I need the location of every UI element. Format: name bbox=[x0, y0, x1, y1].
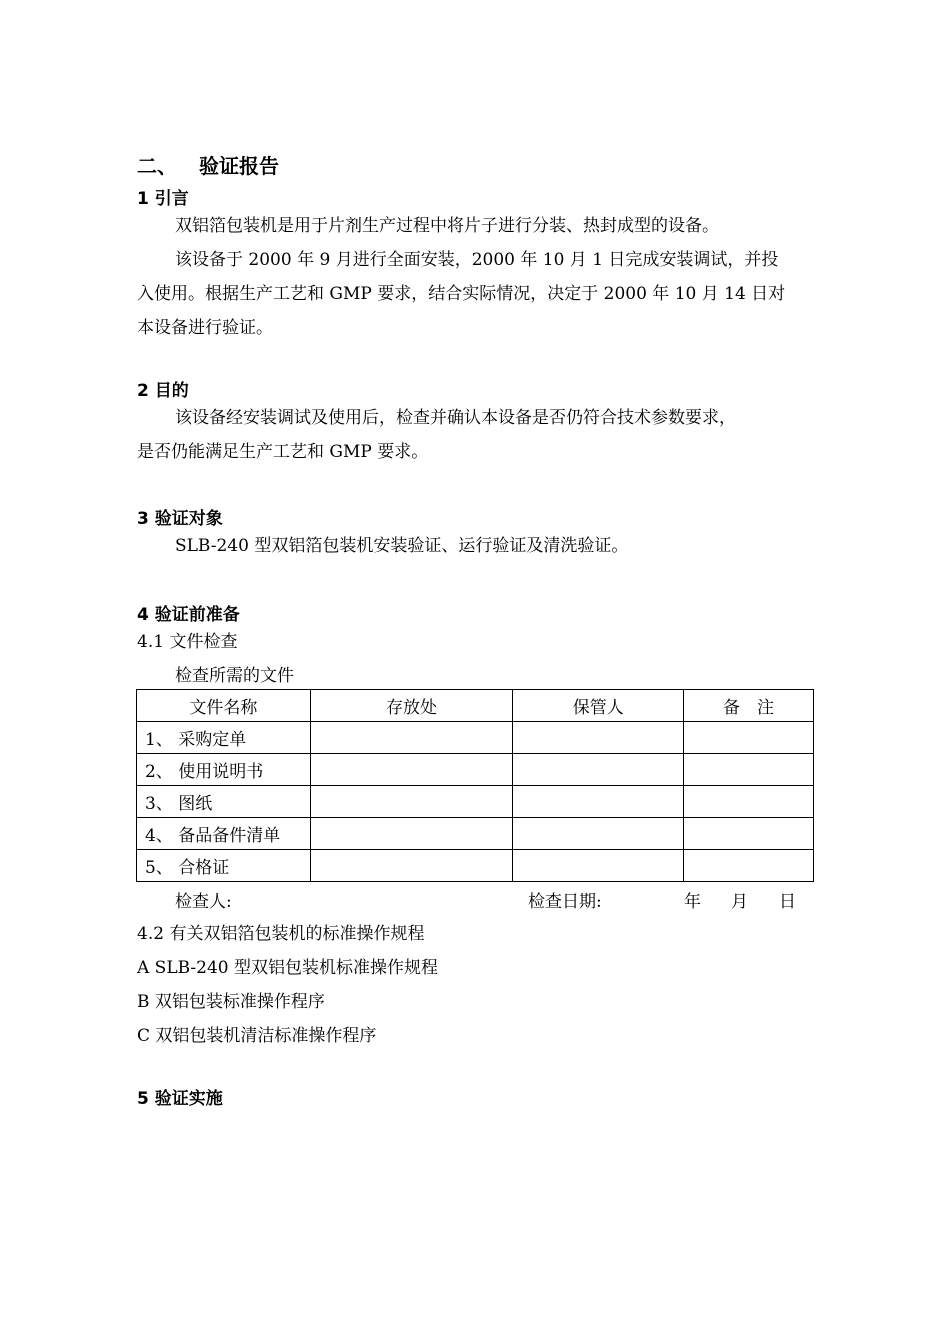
report-heading bbox=[137, 150, 279, 179]
subsection-4-1-title: 4.1 文件检查 bbox=[137, 632, 238, 652]
table-row bbox=[137, 818, 814, 850]
table-cell-storage bbox=[310, 850, 513, 882]
table-row bbox=[137, 722, 814, 754]
section-3-body bbox=[137, 529, 817, 563]
sop-item-c: C 双铝包装机清洁标准操作程序 bbox=[137, 1026, 377, 1046]
date-month-label: 月 bbox=[731, 892, 748, 912]
table-header-row bbox=[137, 690, 814, 722]
checker-label: 检查人: bbox=[175, 892, 232, 912]
table-cell-file-name: 2、 使用说明书 bbox=[137, 754, 311, 786]
check-date-label: 检查日期: bbox=[528, 892, 602, 912]
table-cell-remarks bbox=[684, 850, 814, 882]
section-1-body bbox=[137, 209, 817, 345]
table-cell-remarks bbox=[684, 786, 814, 818]
subsection-4-2-title: 4.2 有关双铝箔包装机的标准操作规程 bbox=[137, 924, 425, 944]
section-1-paragraph-1: 双铝箔包装机是用于片剂生产过程中将片子进行分装、热封成型的设备。 bbox=[175, 216, 719, 236]
table-cell-storage bbox=[310, 786, 513, 818]
table-cell-storage bbox=[310, 754, 513, 786]
section-2-title: 2 目的 bbox=[137, 381, 189, 401]
date-year-label: 年 bbox=[684, 892, 701, 912]
document-check-table bbox=[136, 689, 814, 882]
heading-title: 验证报告 bbox=[199, 154, 279, 178]
section-4-title: 4 验证前准备 bbox=[137, 605, 240, 625]
sop-list bbox=[137, 917, 817, 1053]
section-1-paragraph-2-line-2: 入使用。根据生产工艺和 GMP 要求，结合实际情况，决定于 2000 年 10 月 14 日对 bbox=[137, 284, 786, 304]
table-cell-storage bbox=[310, 818, 513, 850]
date-day-label: 日 bbox=[779, 892, 796, 912]
table-cell-storage bbox=[310, 722, 513, 754]
table-cell-custodian bbox=[513, 722, 684, 754]
section-2-paragraph-line-2: 是否仍能满足生产工艺和 GMP 要求。 bbox=[137, 442, 429, 462]
section-1-title: 1 引言 bbox=[137, 189, 189, 209]
section-3-title: 3 验证对象 bbox=[137, 509, 223, 529]
section-1-paragraph-2-line-3: 本设备进行验证。 bbox=[137, 318, 273, 338]
table-row bbox=[137, 786, 814, 818]
section-4-intro bbox=[137, 625, 817, 693]
section-5-title: 5 验证实施 bbox=[137, 1089, 223, 1109]
header-remarks: 备 注 bbox=[684, 690, 814, 722]
table-cell-remarks bbox=[684, 754, 814, 786]
table-cell-file-name: 3、 图纸 bbox=[137, 786, 311, 818]
header-file-name: 文件名称 bbox=[137, 690, 311, 722]
table-cell-custodian bbox=[513, 786, 684, 818]
header-custodian: 保管人 bbox=[513, 690, 684, 722]
sop-item-a: A SLB-240 型双铝包装机标准操作规程 bbox=[137, 958, 439, 978]
table-cell-file-name: 4、 备品备件清单 bbox=[137, 818, 311, 850]
table-cell-custodian bbox=[513, 818, 684, 850]
table-row bbox=[137, 754, 814, 786]
table-cell-remarks bbox=[684, 722, 814, 754]
table-cell-file-name: 1、 采购定单 bbox=[137, 722, 311, 754]
heading-number: 二、 bbox=[137, 154, 177, 178]
header-storage-location: 存放处 bbox=[310, 690, 513, 722]
section-1-paragraph-2-line-1: 该设备于 2000 年 9 月进行全面安装，2000 年 10 月 1 日完成安装调试，并投 bbox=[175, 250, 779, 270]
table-row bbox=[137, 850, 814, 882]
table-cell-remarks bbox=[684, 818, 814, 850]
table-cell-custodian bbox=[513, 754, 684, 786]
section-3-paragraph: SLB-240 型双铝箔包装机安装验证、运行验证及清洗验证。 bbox=[175, 536, 629, 556]
section-2-paragraph-line-1: 该设备经安装调试及使用后，检查并确认本设备是否仍符合技术参数要求， bbox=[175, 408, 736, 428]
section-2-body bbox=[137, 401, 817, 469]
subsection-4-1-description: 检查所需的文件 bbox=[175, 666, 294, 686]
sop-item-b: B 双铝包装标准操作程序 bbox=[137, 992, 325, 1012]
table-cell-custodian bbox=[513, 850, 684, 882]
table-cell-file-name: 5、 合格证 bbox=[137, 850, 311, 882]
